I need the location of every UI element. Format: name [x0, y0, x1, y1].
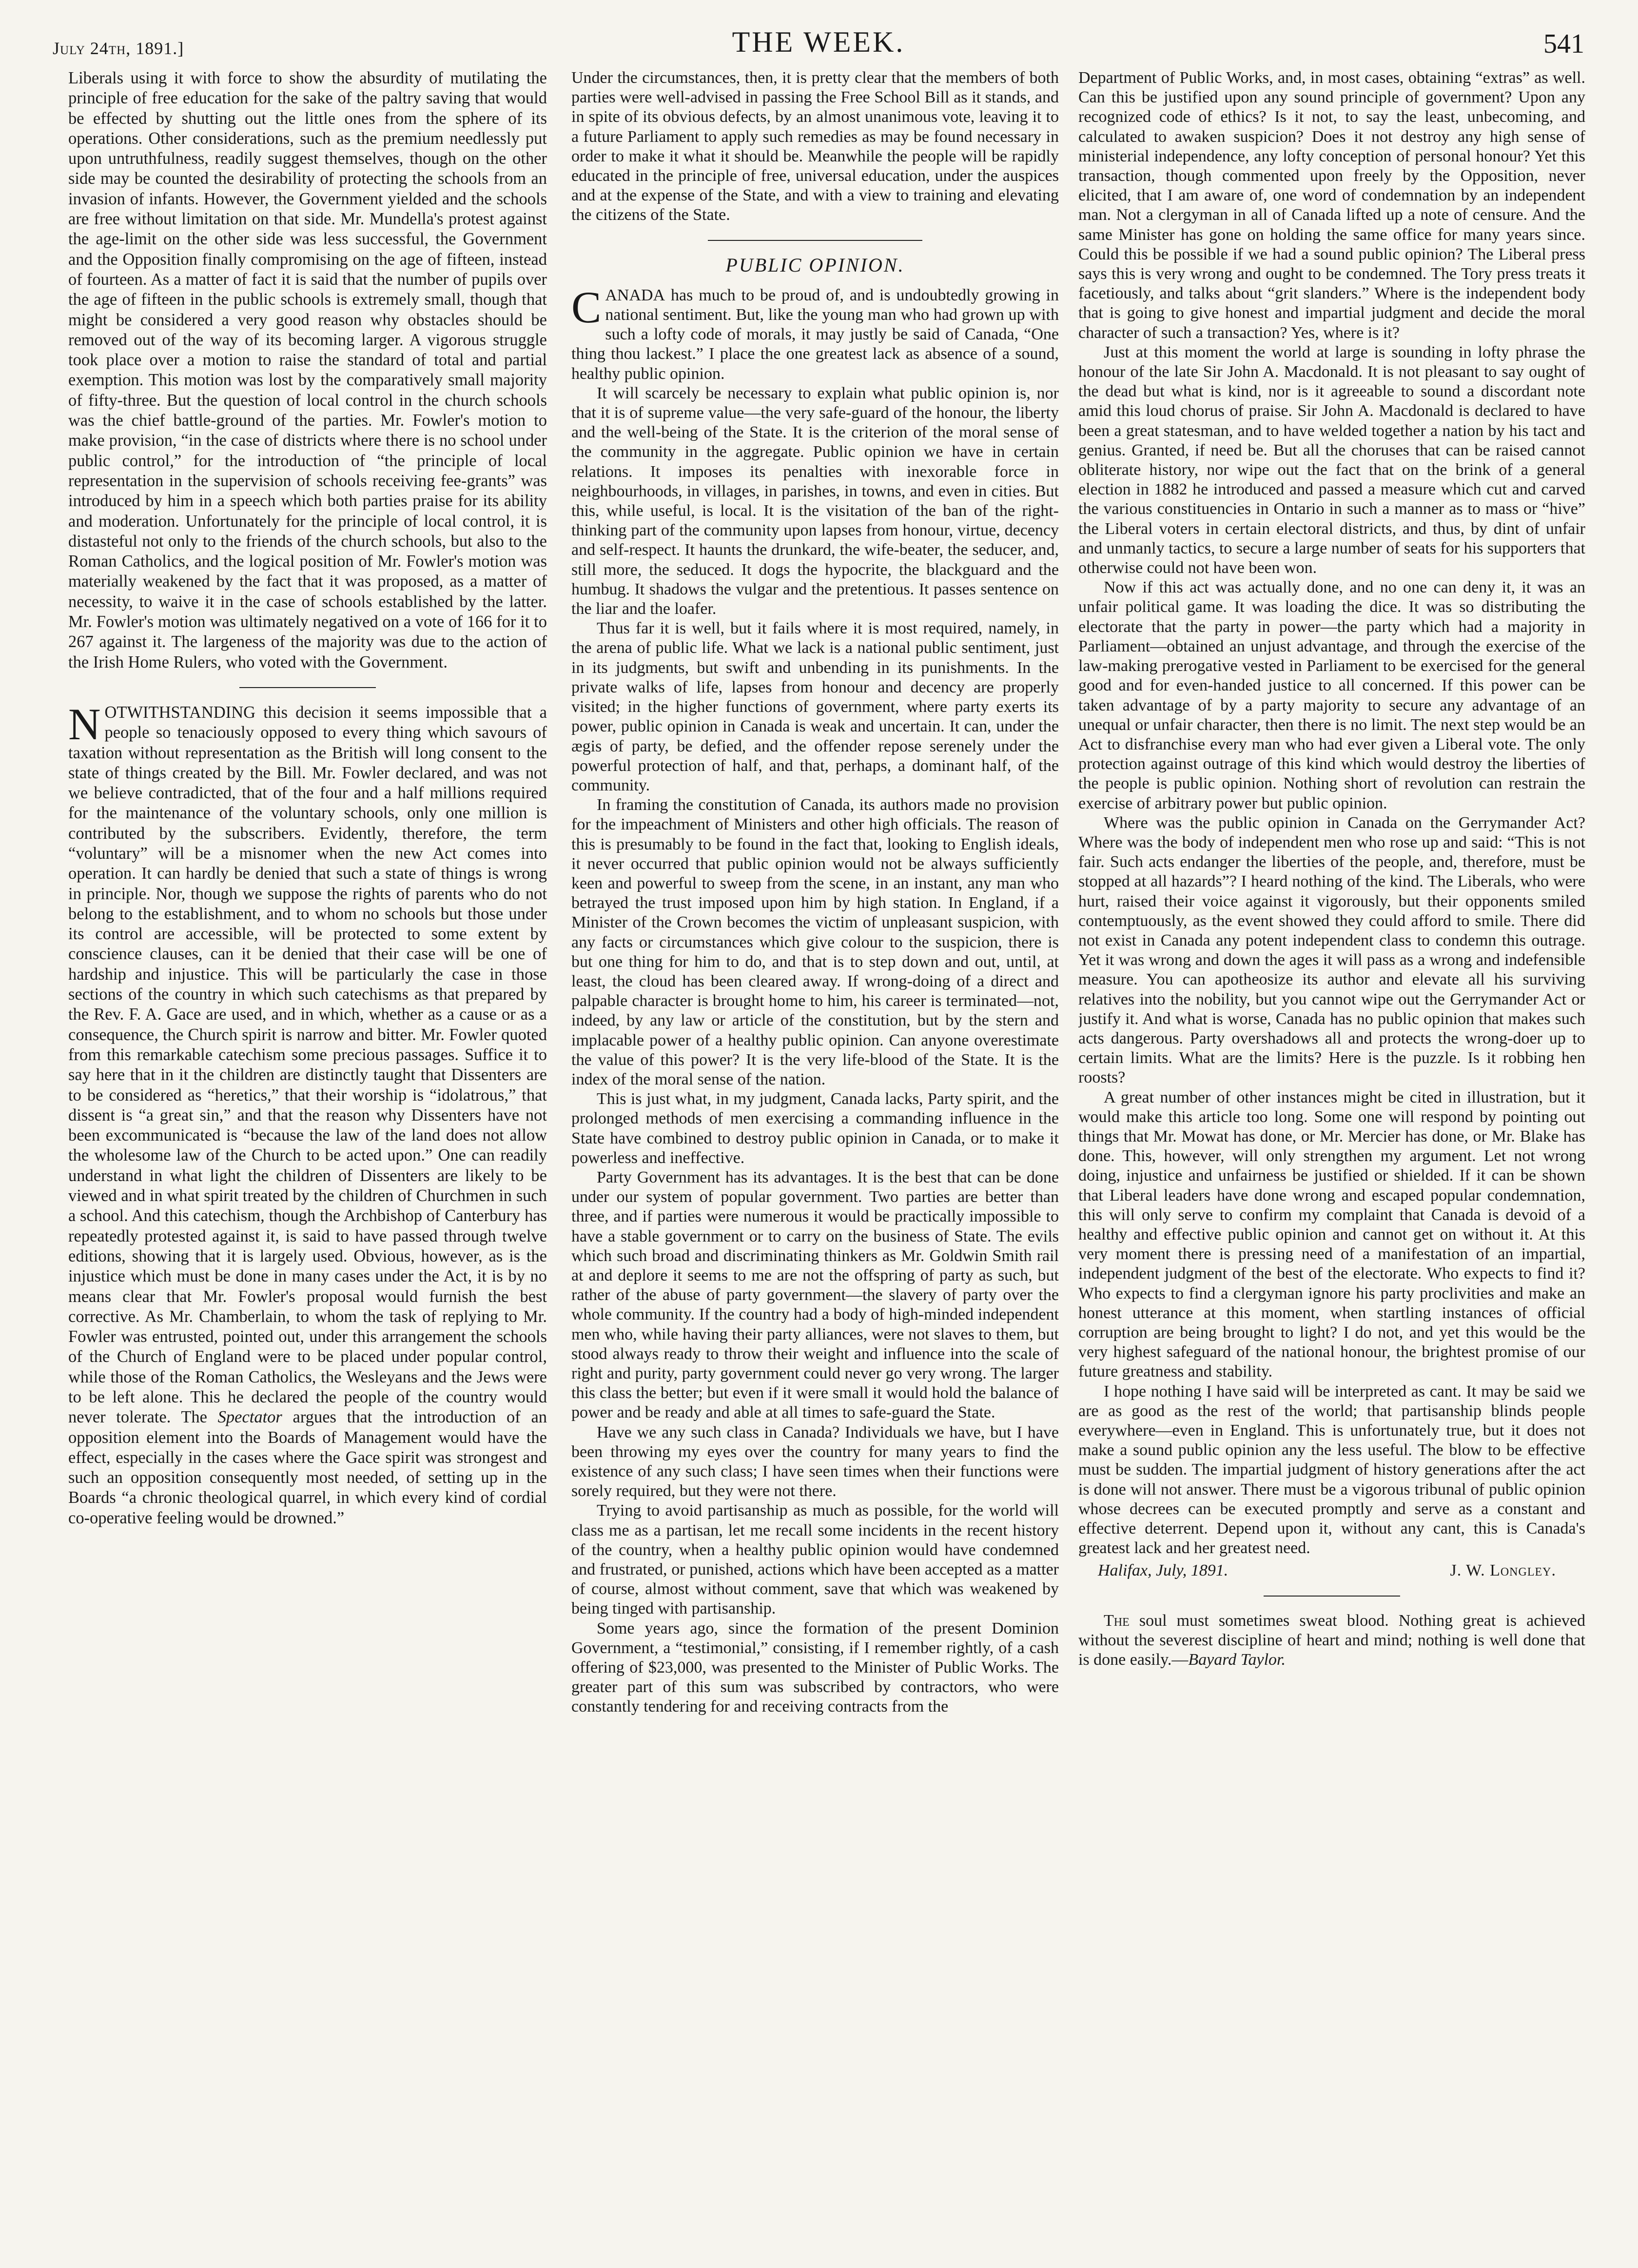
paragraph-text: argues that the introduction of an opposition element into the Boards of Management would have the effect, especially in the cases where the Gace spirit was strongest and such an opposition consequently most needed, of setting up in the Boards “a chronic theological quarrel, in which every kind of cordial co-operative feeling would be drowned.”: [68, 1408, 547, 1527]
article-paragraph: Party Government has its advantages. It is the best that can be done under our system of popular government. Two parties are better than three, and if parties were numerous it would be practically impossible to have a stable government or to carry on the business of State. The evils which such broad and discriminating thinkers as Mr. Goldwin Smith rail at and deplore it seems to me are not the offspring of party as such, but rather of the abuse of party government—the slavery of party over the whole community. If the country had a body of high-minded independent men who, while having their party alliances, were not slaves to them, but stood always ready to throw their weight and influence into the scale of right and purity, party government could never go very wrong. The larger this class the better; but even if it were small it would hold the balance of power and be ready and able at all times to safe-guard the State.: [571, 1168, 1059, 1422]
quote-author: Bayard Taylor.: [1188, 1651, 1286, 1669]
article-paragraph: Where was the public opinion in Canada on the Gerrymander Act? Where was the body of independent men who rose up and said: “This is not fair. Such acts endanger the liberties of the people, and, therefore, must be stopped at all hazards”? I heard nothing of the kind. The Liberals, who were hurt, raised their voice against it vigorously, but their opponents smiled contemptuously, as the event showed they could afford to smile. There did not exist in Canada any potent independent class to condemn this outrage. Yet it was wrong and down the ages it will pass as a wrong and indefensible measure. You can apotheosize its author and elevate all his surviving relatives into the nobility, but you cannot wipe out the Gerrymander Act or justify it. And what is worse, Canada has no public opinion that makes such acts dangerous. Party overshadows all and protects the wrong-doer up to certain limits. What are the limits? Here is the puzzle. Is it robbing hen roosts?: [1078, 813, 1585, 1087]
publication-title: THE WEEK.: [732, 26, 905, 58]
lead-word: The: [1104, 1611, 1130, 1630]
article-paragraph: Under the circumstances, then, it is pretty clear that the members of both parties were well-advised in passing the Free School Bill as it stands, and in spite of its obvious defects, by an almost unanimous vote, leaving it to a future Parliament to apply such remedies as may be found necessary in order to make it what it should be. Meanwhile the people will be rapidly educated in the principle of free, universal education, under the auspices and at the expense of the State, and with a view to training and elevating the citizens of the State.: [571, 69, 1059, 224]
article-paragraph: Department of Public Works, and, in most cases, obtaining “extras” as well. Can this be justified upon any sound principle of government? Upon any recognized code of ethics? Is it not, to say the least, unbecoming, and calculated to awaken suspicion? Does it not destroy any high sense of ministerial independence, any lofty conception of personal honour? Yet this transaction, though commented upon freely by the Opposition, never elicited, that I am aware of, one word of condemnation by an independent man. Not a clergyman in all of Canada lifted up a note of censure. And the same Minister has gone on holding the same office for many years since. Could this be possible if we had a sound public opinion? The Liberal press says this is very wrong and ought to be condemned. The Tory press treats it facetiously, and talks about “grit slanders.” Where is the independent body that is going to give honest and impartial judgment and decide the moral character of such a transaction? Yes, where is it?: [1078, 69, 1585, 342]
issue-date: July 24th, 1891.]: [53, 39, 184, 58]
article-paragraph: This is just what, in my judgment, Canada lacks, Party spirit, and the prolonged methods of men exercising a commanding influence in the State have combined to destroy public opinion in Canada, or to make it powerless and ineffective.: [571, 1090, 1059, 1167]
page-header: [53, 24, 1584, 63]
lead-word: ANADA: [605, 286, 665, 304]
column-3: [1078, 68, 1585, 2190]
drop-cap: N: [68, 699, 101, 749]
section-divider: [239, 687, 376, 688]
paragraph-text: has much to be proud of, and is undoubtedly growing in national sentiment. But, like the young man who had grown up with such a lofty code of morals, it may justly be said of Canada, “One thing thou lackest.” I place the one greatest lack as absence of a sound, healthy public opinion.: [571, 286, 1059, 383]
article-paragraph: [571, 282, 1059, 384]
article-paragraph: Trying to avoid partisanship as much as possible, for the world will class me as a partisan, let me recall some incidents in the recent history of the country, when a healthy public opinion would have condemned and frustrated, or punished, actions which have been accepted as a matter of course, almost without comment, save that which was weakened by being tinged with partisanship.: [571, 1501, 1059, 1618]
column-2: [571, 68, 1059, 2190]
drop-cap: C: [571, 282, 602, 332]
article-paragraph: It will scarcely be necessary to explain what public opinion is, nor that it is of supreme value—the very safe-guard of the honour, the liberty and the well-being of the State. It is the criterion of the moral sense of the community in the aggregate. Public opinion we have in certain relations. It imposes its penalties with inexorable force in neighbourhoods, in villages, in parishes, in towns, and even in cities. But this, while useful, is local. It is the visitation of the ban of the right-thinking part of the community upon lapses from honour, virtue, decency and self-respect. It haunts the drunkard, the wife-beater, the seducer, and, still more, the seduced. It dogs the hypocrite, the blackguard and the humbug. It shadows the vulgar and the pretentious. It passes sentence on the liar and the loafer.: [571, 384, 1059, 618]
article-paragraph: In framing the constitution of Canada, its authors made no provision for the impeachment of Ministers and other high officials. The reason of this is presumably to be found in the fact that, looking to English ideals, it never occurred that public opinion would not be always sufficiently keen and powerful to sweep from the scene, in an instant, any man who betrayed the trust imposed upon him by high station. In England, if a Minister of the Crown becomes the victim of unpleasant suspicion, with any facts or circumstances which give colour to the suspicion, there is but one thing for him to do, and that is to step down and out, until, at least, the cloud has been cleared away. If wrong-doing of a direct and palpable character is brought home to him, his career is terminated—not, indeed, by any law or article of the constitution, but by the stern and implacable power of a healthy public opinion. Can anyone overestimate the value of this power? It is the very life-blood of the State. It is the index of the moral sense of the nation.: [571, 796, 1059, 1088]
article-paragraph: [68, 699, 547, 1528]
section-divider: [1264, 1596, 1400, 1597]
article-paragraph: Liberals using it with force to show the absurdity of mutilating the principle of free education for the sake of the paltry saving that would be effected by shutting out the little ones from the sphere of its operations. Other considerations, such as the premium needlessly put upon untruthfulness, readily suggest themselves, though on the other side may be counted the desirability of protecting the schools from an invasion of infants. However, the Government yielded and the schools are free without limitation on that side. Mr. Mundella's protest against the age-limit on the other side was less successful, the Government and the Opposition finally compromising on the age of fifteen, instead of fourteen. As a matter of fact it is said that the number of pupils over the age of fifteen in the public schools is extremely small, though that might be considered a very good reason why obstacles should be removed out of the way of its becoming larger. A vigorous struggle took place over a motion to raise the standard of total and partial exemption. This motion was lost by the comparatively small majority of fifty-three. But the question of local control in the church schools was the chief battle-ground of the parties. Mr. Fowler's motion to make provision, “in the case of districts where there is no school under public control,” for the introduction of “the principle of local representation in the supervision of schools receiving fee-grants” was introduced by him in a speech which both parties praise for its ability and moderation. Unfortunately for the principle of local control, it is distasteful not only to the friends of the church schools, but also to the Roman Catholics, and the logical position of Mr. Fowler's motion was materially weakened by the fact that it was proposed, as a matter of necessity, to waive it in the case of schools established by the latter. Mr. Fowler's motion was ultimately negatived on a vote of 166 for it to 267 against it. The largeness of the majority was due to the action of the Irish Home Rulers, who voted with the Government.: [68, 69, 547, 671]
page-number: 541: [1543, 29, 1584, 59]
quote-text: soul must sometimes sweat blood. Nothing great is achieved without the severest discipline of heart and mind; nothing is well done that is done easily.—: [1078, 1611, 1585, 1669]
article-paragraph: Now if this act was actually done, and no one can deny it, it was an unfair political game. It was loading the dice. It was so distributing the electorate that the party in power—the party which had a majority in Parliament—obtained an unjust advantage, and through the exercise of the law-making prerogative vested in Parliament to be exercised for the general good and for even-handed justice to all concerned. If this power can be taken advantage of by a party majority to secure any advantage of an unequal or unfair character, then there is no limit. The next step would be an Act to disfranchise every man who had ever given a Liberal vote. The only protection against outrage of this kind which would destroy the liberties of the people is public opinion. Nothing short of revolution can restrain the exercise of arbitrary power but public opinion.: [1078, 578, 1585, 812]
lead-word: OTWITHSTANDING: [104, 703, 256, 722]
article-paragraph: Thus far it is well, but it fails where it is most required, namely, in the arena of public life. What we lack is a national public sentiment, just in its judgments, but swift and unbending in its punishments. In the private walks of life, lapses from honour and decency are properly visited; in the higher functions of government, where party exerts its power, public opinion in Canada is weak and uncertain. It can, under the ægis of party, be defied, and the offender repose serenely under the powerful protection of half, and that, perhaps, a dominant half, of the community.: [571, 619, 1059, 794]
article-signoff: [1078, 1561, 1585, 1580]
article-paragraph: I hope nothing I have said will be interpreted as cant. It may be said we are as good as the rest of the world; that partisanship blinds people everywhere—even in England. This is unfortunately true, but it does not make a sound public opinion any the less useful. The blow to be effective must be sudden. The impartial judgment of history generations after the act is done will not answer. There must be a vigorous tribunal of public opinion whose decrees can be executed promptly and serve as a constant and effective deterrent. Depend upon it, without any cant, this is Canada's greatest lack and her greatest need.: [1078, 1382, 1585, 1558]
article-paragraph: Just at this moment the world at large is sounding in lofty phrase the honour of the late Sir John A. Macdonald. It is not pleasant to say ought of the dead but what is kind, nor is it agreeable to sound a discordant note amid this loud chorus of praise. Sir John A. Macdonald is declared to have been a great statesman, and to have welded together a nation by his tact and genius. Granted, if need be. But all the choruses that can be raised cannot obliterate history, nor wipe out the fact that on the brink of a general election in 1882 he introduced and passed a measure which cut and carved the various constituencies in Ontario in such a manner as to mass or “hive” the Liberal voters in certain electoral districts, and thus, by dint of unfair and unmanly tactics, to secure a large number of seats for his supporters that otherwise could not have been won.: [1078, 343, 1585, 577]
column-1: [68, 68, 547, 2190]
article-paragraph: A great number of other instances might be cited in illustration, but it would make this article too long. Some one will respond by pointing out things that Mr. Mowat has done, or Mr. Mercier has done, or Mr. Blake has done. This, however, will only strengthen my argument. Let not wrong doing, injustice and unfairness be justified or shielded. If it can be shown that Liberal leaders have done wrong and escaped popular condemnation, this will only serve to confirm my complaint that Canada is devoid of a healthy and effective public opinion and cannot get on without it. At this very moment there is pressing need of a manifestation of an impartial, independent judgment of the best of the electorate. Who expects to find it? Who expects to find a clergyman ignore his party proclivities and make an honest utterance at this moment, when startling instances of official corruption are being brought to light? I do not, and yet this would be the very highest safeguard of the national honour, the brightest promise of our future greatness and stability.: [1078, 1088, 1585, 1381]
publication-reference: Spectator: [217, 1408, 282, 1427]
signoff-author: J. W. Longley.: [1450, 1561, 1556, 1580]
section-divider: [708, 240, 922, 241]
paragraph-text: this decision it seems impossible that a people so tenaciously opposed to every thing which savours of taxation without representation as the British will long consent to the state of things created by the Bill. Mr. Fowler declared, and was not we believe contradicted, that of the four and a half millions required for the maintenance of the voluntary schools, only one million is contributed by the subscribers. Evidently, therefore, the term “voluntary” will be a misnomer when the new Act comes into operation. It can hardly be denied that such a state of things is wrong in principle. Nor, though we suppose the rights of parents who do not belong to the establishment, and to whom no schools but those under its control are accessible, will be protected to some extent by conscience clauses, can it be denied that their case will be one of hardship and injustice. This will be particularly the case in those sections of the country in which such catechisms as that prepared by the Rev. F. A. Gace are used, and in which, whether as a cause or as a consequence, the Church spirit is narrow and bitter. Mr. Fowler quoted from this remarkable catechism some precious passages. Suffice it to say here that in it the children are distinctly taught that Dissenters are to be considered as “heretics,” that their worship is “idolatrous,” that dissent is “a great sin,” and that the reason why Dissenters have not been excommunicated is “because the law of the land does not allow the wholesome law of the Church to be acted upon.” One can readily understand in what light the children of Dissenters are likely to be viewed and in what spirit treated by the children of Churchmen in such a school. And this catechism, though the Archbishop of Canterbury has repeatedly protested against it, is said to have passed through twelve editions, showing that it is largely used. Obvious, however, as is the injustice which must be done in many cases under the Act, it is by no means clear that Mr. Fowler's proposal would furnish the best corrective. As Mr. Chamberlain, to whom the task of replying to Mr. Fowler was entrusted, pointed out, under this arrangement the schools of the Church of England were to be placed under popular control, while those of the Roman Catholics, the Wesleyans and the Jews were to be left alone. This he declared the people of the country would never tolerate. The: [68, 703, 547, 1427]
article-paragraph: Have we any such class in Canada? Individuals we have, but I have been throwing my eyes over the country for many years to find the existence of any such class; I have seen times when their functions were sorely required, but they were not there.: [571, 1423, 1059, 1500]
signoff-place: Halifax, July, 1891.: [1098, 1561, 1228, 1580]
section-title: PUBLIC OPINION.: [725, 254, 905, 276]
article-paragraph: Some years ago, since the formation of the present Dominion Government, a “testimonial,” consisting, if I remember rightly, of a cash offering of $23,000, was presented to the Minister of Public Works. The greater part of this sum was subscribed by contractors, who were constantly tendering for and receiving contracts from the: [571, 1619, 1059, 1716]
closing-quote: [1078, 1611, 1585, 1670]
